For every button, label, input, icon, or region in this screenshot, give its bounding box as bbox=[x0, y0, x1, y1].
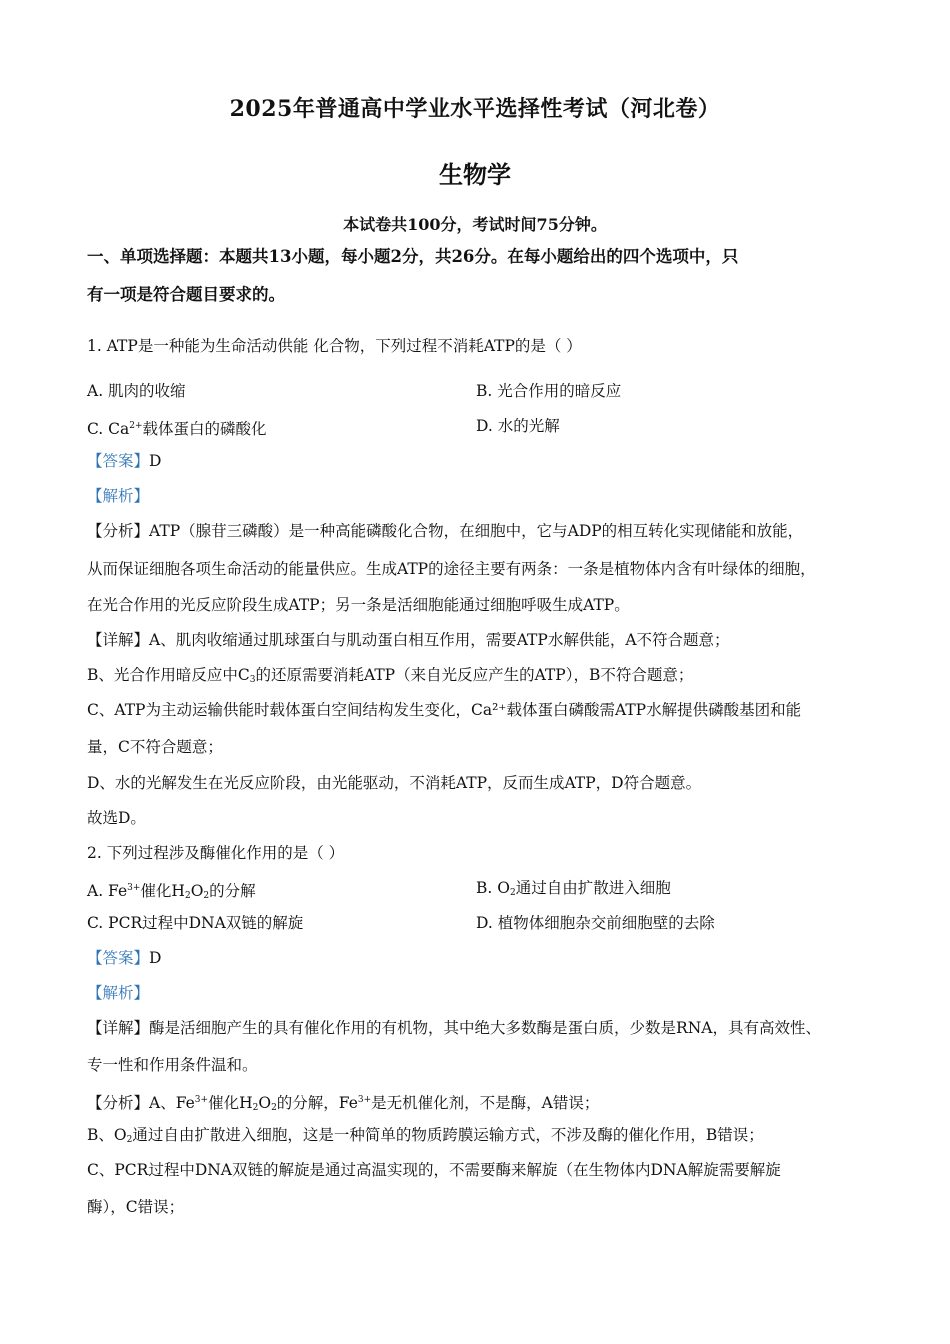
q1-analysis-tag: 【解析】 bbox=[87, 487, 150, 505]
q2-option-a bbox=[87, 877, 256, 907]
q2-option-d: D. 植物体细胞杂交前细胞壁的去除 bbox=[476, 914, 715, 932]
q1-stem: 1. ATP是一种能为生命活动供能 化合物，下列过程不消耗ATP的是（ ） bbox=[87, 337, 582, 355]
q2-b-suffix: 通过自由扩散进入细胞 bbox=[515, 879, 671, 897]
q2-b-sub: 2 bbox=[509, 888, 516, 898]
q1-option-c-prefix: C. Ca bbox=[87, 420, 130, 438]
q2-fenxi-c-line1: C、PCR过程中DNA双链的解旋是通过高温实现的，不需要酶来解旋（在生物体内DNA解旋需要解旋 bbox=[87, 1161, 781, 1179]
q2-fx-b-suffix: 通过自由扩散进入细胞，这是一种简单的物质跨膜运输方式，不涉及酶的催化作用，B错误； bbox=[132, 1126, 764, 1144]
q2-answer-value: D bbox=[149, 949, 162, 967]
q2-option-b bbox=[476, 877, 671, 904]
q2-fenxi-tag: 【分析】 bbox=[87, 1094, 150, 1112]
q2-a-mid: 催化H bbox=[140, 882, 185, 900]
q1-answer-value: D bbox=[149, 452, 162, 470]
q1-option-b: B. 光合作用的暗反应 bbox=[476, 382, 622, 400]
q2-a-sub2: 2 bbox=[203, 891, 210, 901]
q1-xiangjie-b bbox=[87, 664, 877, 691]
q2-fx-a-sub1: 2 bbox=[252, 1103, 259, 1113]
q2-xiangjie-text1: 酶是活细胞产生的具有催化作用的有机物，其中绝大多数酶是蛋白质，少数是RNA，具有高效性、 bbox=[149, 1019, 821, 1037]
subject-title: 生物学 bbox=[439, 160, 511, 189]
section-heading-line1: 一、单项选择题：本题共13小题，每小题2分，共26分。在每小题给出的四个选项中，只 bbox=[87, 247, 739, 266]
q2-fx-a-mid2: O bbox=[258, 1094, 272, 1112]
q1-answer bbox=[87, 450, 877, 472]
q1-conclusion: 故选D。 bbox=[87, 809, 146, 827]
q1-fenxi-line2: 从而保证细胞各项生命活动的能量供应。生成ATP的途径主要有两条：一条是植物体内含有叶绿体的细胞， bbox=[87, 560, 816, 578]
q2-answer bbox=[87, 947, 877, 969]
q2-fx-a-mid: 催化H bbox=[208, 1094, 253, 1112]
q1-fenxi-line1 bbox=[87, 520, 877, 542]
q1-fenxi-line3: 在光合作用的光反应阶段生成ATP；另一条是活细胞能通过细胞呼吸生成ATP。 bbox=[87, 596, 630, 614]
q1-xiangjie-c-line2: 量，C不符合题意； bbox=[87, 738, 223, 756]
q1-option-c bbox=[87, 415, 267, 440]
q2-fenxi-a bbox=[87, 1089, 877, 1119]
q2-xiangjie-line1 bbox=[87, 1017, 877, 1039]
q1-xiangjie-a bbox=[87, 629, 877, 651]
q2-fx-a-suffix: 是无机催化剂，不是酶，A错误； bbox=[371, 1094, 600, 1112]
q1-xj-b-suffix: 的还原需要消耗ATP（来自光反应产生的ATP），B不符合题意； bbox=[255, 666, 694, 684]
q2-fx-a-mid3: 的分解，Fe bbox=[276, 1094, 358, 1112]
exam-title: 2025年普通高中学业水平选择性考试（河北卷） bbox=[229, 96, 721, 122]
q2-fx-a-sup2: 3+ bbox=[357, 1095, 372, 1105]
q1-xiangjie-tag: 【详解】 bbox=[87, 631, 150, 649]
q2-stem: 2. 下列过程涉及酶催化作用的是（ ） bbox=[87, 844, 345, 862]
q1-option-c-sup: 2+ bbox=[129, 421, 143, 431]
q2-a-mid2: O bbox=[190, 882, 204, 900]
q2-option-c: C. PCR过程中DNA双链的解旋 bbox=[87, 914, 304, 932]
q2-b-prefix: B. O bbox=[476, 879, 510, 897]
q1-xj-b-sub: 3 bbox=[249, 675, 256, 685]
section-heading-line2: 有一项是符合题目要求的。 bbox=[87, 285, 285, 304]
q1-fenxi-text1: ATP（腺苷三磷酸）是一种高能磷酸化合物，在细胞中，它与ADP的相互转化实现储能和放能， bbox=[149, 522, 804, 540]
q1-xiangjie-a-text: A、肌肉收缩通过肌球蛋白与肌动蛋白相互作用，需要ATP水解供能，A不符合题意； bbox=[149, 631, 730, 649]
q2-a-sup: 3+ bbox=[127, 883, 141, 893]
q1-option-a: A. 肌肉的收缩 bbox=[87, 382, 186, 400]
q2-answer-tag: 【答案】 bbox=[87, 949, 150, 967]
q1-xiangjie-d: D、水的光解发生在光反应阶段，由光能驱动，不消耗ATP，反而生成ATP，D符合题意。 bbox=[87, 774, 702, 792]
q2-xiangjie-tag: 【详解】 bbox=[87, 1019, 150, 1037]
q1-fenxi-tag: 【分析】 bbox=[87, 522, 150, 540]
q1-option-d: D. 水的光解 bbox=[476, 417, 560, 435]
q1-option-c-suffix: 载体蛋白的磷酸化 bbox=[142, 420, 267, 438]
q2-fx-a-sup1: 3+ bbox=[194, 1095, 209, 1105]
q2-xiangjie-line2: 专一性和作用条件温和。 bbox=[87, 1056, 258, 1074]
q1-xj-b-prefix: B、光合作用暗反应中C bbox=[87, 666, 250, 684]
q2-fenxi-b bbox=[87, 1124, 877, 1151]
q2-a-sub1: 2 bbox=[184, 891, 191, 901]
q1-xiangjie-c-line1: C、ATP为主动运输供能时载体蛋白空间结构发生变化，Ca²⁺载体蛋白磷酸需ATP水解提供磷酸基团和能 bbox=[87, 701, 802, 719]
q2-fx-b-sub: 2 bbox=[126, 1135, 133, 1145]
q2-fenxi-c-line2: 酶），C错误； bbox=[87, 1198, 185, 1216]
exam-note: 本试卷共100分，考试时间75分钟。 bbox=[343, 215, 607, 234]
q2-fx-a-sub2: 2 bbox=[271, 1103, 277, 1113]
q2-a-prefix: A. Fe bbox=[87, 882, 128, 900]
q1-answer-tag: 【答案】 bbox=[87, 452, 150, 470]
q2-analysis-tag: 【解析】 bbox=[87, 984, 150, 1002]
q2-a-suffix: 的分解 bbox=[209, 882, 256, 900]
q2-fx-b-prefix: B、O bbox=[87, 1126, 127, 1144]
q2-fx-a-prefix: A、Fe bbox=[149, 1094, 195, 1112]
